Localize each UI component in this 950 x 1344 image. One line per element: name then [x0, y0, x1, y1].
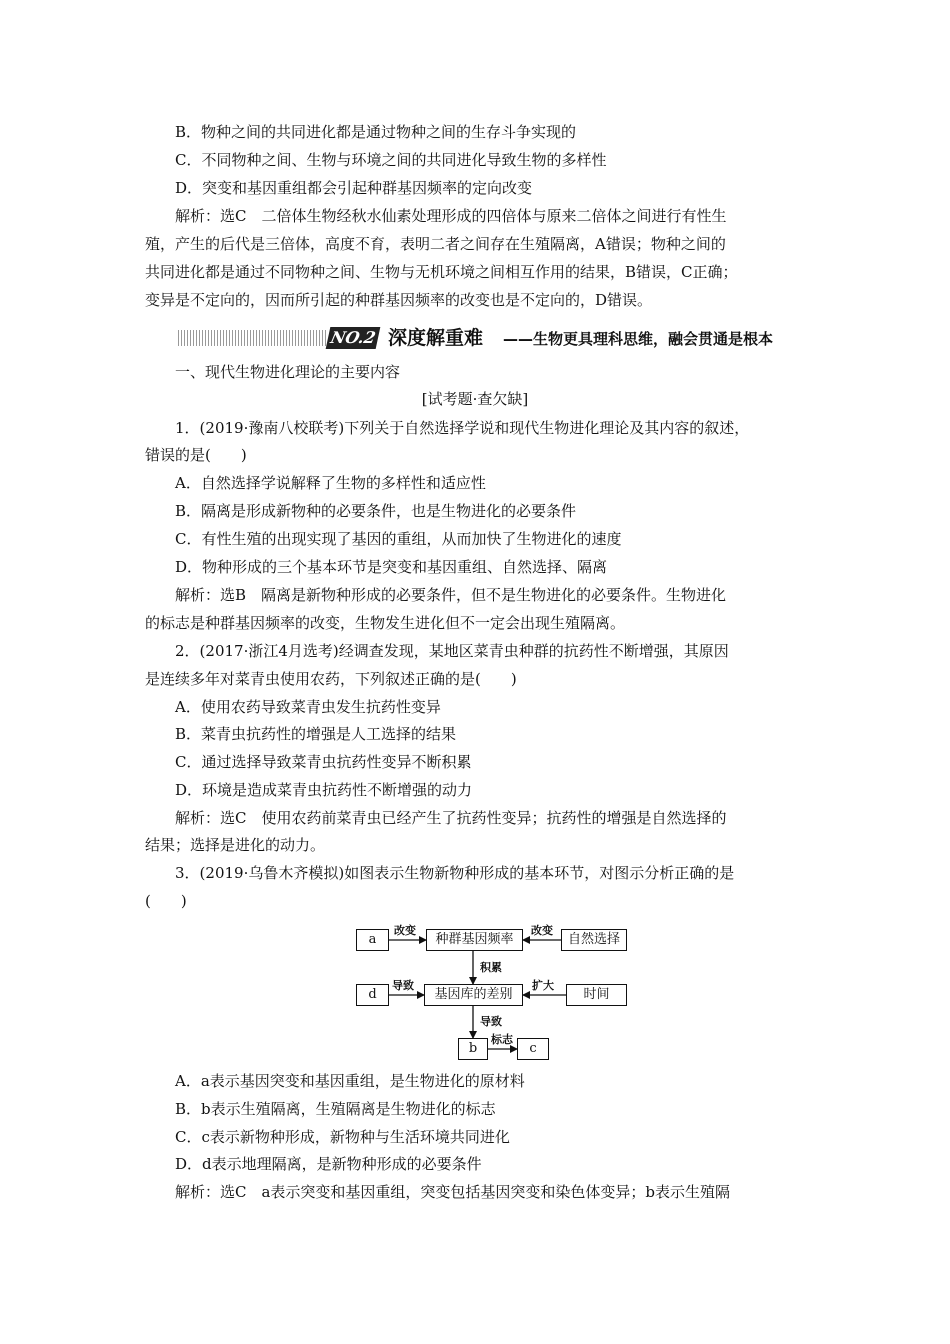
q2-analysis-line-1: 解析：选C 使用农药前菜青虫已经产生了抗药性变异；抗药性的增强是自然选择的 [175, 809, 727, 827]
label-change-left: 改变 [394, 924, 416, 937]
q2-stem-line-2: 是连续多年对菜青虫使用农药，下列叙述正确的是( ) [145, 670, 517, 688]
q3-stem-line-2: ( ) [145, 892, 187, 910]
prev-option-d: D．突变和基因重组都会引起种群基因频率的定向改变 [175, 179, 533, 197]
q1-option-a: A．自然选择学说解释了生物的多样性和适应性 [175, 474, 486, 492]
q2-analysis-line-2: 结果；选择是进化的动力。 [145, 836, 326, 854]
box-time: 时间 [566, 984, 627, 1006]
q3-option-d: D．d表示地理隔离，是新物种形成的必要条件 [175, 1155, 482, 1173]
prev-analysis-line-2: 殖，产生的后代是三倍体，高度不育，表明二者之间存在生殖隔离，A错误；物种之间的 [145, 235, 726, 253]
banner-subtitle: ——生物更具理科思维，融会贯通是根本 [503, 330, 774, 348]
label-lead-down: 导致 [480, 1015, 502, 1028]
prev-option-c: C．不同物种之间、生物与环境之间的共同进化导致生物的多样性 [175, 151, 607, 169]
q3-option-c: C．c表示新物种形成，新物种与生活环境共同进化 [175, 1128, 510, 1146]
prev-analysis-line-4: 变异是不定向的，因而所引起的种群基因频率的改变也是不定向的，D错误。 [145, 291, 653, 309]
box-gene-frequency: 种群基因频率 [426, 929, 523, 951]
banner-badge: NO.2 [326, 327, 381, 349]
q3-stem-line-1: 3．(2019·乌鲁木齐模拟)如图表示生物新物种形成的基本环节，对图示分析正确的是 [175, 864, 735, 882]
q3-option-b: B．b表示生殖隔离，生殖隔离是生物进化的标志 [175, 1100, 496, 1118]
q1-analysis-line-2: 的标志是种群基因频率的改变，生物发生进化但不一定会出现生殖隔离。 [145, 614, 626, 632]
q2-option-b: B．菜青虫抗药性的增强是人工选择的结果 [175, 725, 457, 743]
box-c: c [517, 1038, 549, 1060]
box-gene-pool-difference: 基因库的差别 [424, 984, 523, 1006]
label-lead-left: 导致 [392, 979, 414, 992]
q1-analysis-line-1: 解析：选B 隔离是新物种形成的必要条件，但不是生物进化的必要条件。生物进化 [175, 586, 727, 604]
q2-option-d: D．环境是造成菜青虫抗药性不断增强的动力 [175, 781, 473, 799]
box-d: d [356, 984, 389, 1006]
label-mark: 标志 [491, 1033, 513, 1046]
prev-option-b: B．物种之间的共同进化都是通过物种之间的生存斗争实现的 [175, 123, 577, 141]
q2-stem-line-1: 2．(2017·浙江4月选考)经调查发现，某地区菜青虫种群的抗药性不断增强，其原因 [175, 642, 729, 660]
label-change-right: 改变 [531, 924, 553, 937]
q3-analysis-line-1: 解析：选C a表示突变和基因重组，突变包括基因突变和染色体变异；b表示生殖隔 [175, 1183, 731, 1201]
prev-analysis-line-1: 解析：选C 二倍体生物经秋水仙素处理形成的四倍体与原来二倍体之间进行有性生 [175, 207, 727, 225]
q2-option-a: A．使用农药导致菜青虫发生抗药性变异 [175, 698, 441, 716]
q1-stem-line-2: 错误的是( ) [145, 446, 247, 464]
q1-stem-line-1: 1．(2019·豫南八校联考)下列关于自然选择学说和现代生物进化理论及其内容的叙述， [175, 419, 750, 437]
q1-option-b: B．隔离是形成新物种的必要条件，也是生物进化的必要条件 [175, 502, 577, 520]
q1-option-d: D．物种形成的三个基本环节是突变和基因重组、自然选择、隔离 [175, 558, 608, 576]
q3-option-a: A．a表示基因突变和基因重组，是生物进化的原材料 [175, 1072, 525, 1090]
section-heading: 一、现代生物进化理论的主要内容 [175, 363, 401, 381]
q2-option-c: C．通过选择导致菜青虫抗药性变异不断积累 [175, 753, 472, 771]
box-natural-selection: 自然选择 [561, 929, 627, 951]
box-b: b [458, 1038, 488, 1060]
banner-title: 深度解重难 [388, 327, 484, 349]
label-accumulate: 积累 [480, 961, 502, 974]
prev-analysis-line-3: 共同进化都是通过不同物种之间、生物与无机环境之间相互作用的结果，B错误，C正确； [145, 263, 738, 281]
q1-option-c: C．有性生殖的出现实现了基因的重组，从而加快了生物进化的速度 [175, 530, 622, 548]
subsection-heading: [试考题·查欠缺] [421, 390, 529, 408]
section-banner [178, 326, 828, 352]
banner-hatch-decoration [178, 330, 328, 346]
label-expand: 扩大 [532, 979, 554, 992]
box-a: a [356, 929, 389, 951]
